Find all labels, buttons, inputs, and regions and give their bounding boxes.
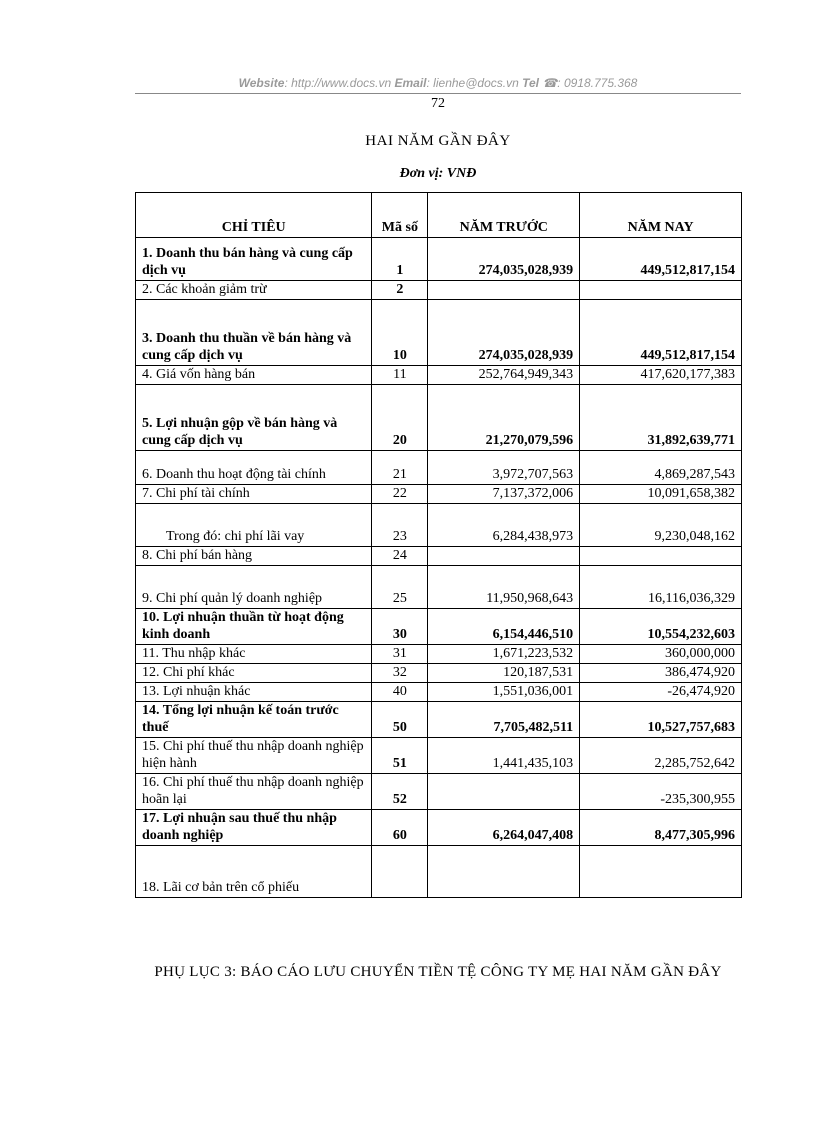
website-value: : http://www.docs.vn [284,76,392,90]
row-code: 11 [372,366,428,385]
row-current-year [580,846,742,898]
row-code: 30 [372,609,428,645]
row-label: 2. Các khoản giảm trừ [136,281,372,300]
row-prev-year: 21,270,079,596 [428,385,580,451]
row-label: 16. Chi phí thuế thu nhập doanh nghiệp hoãn lại [136,774,372,810]
table-row [136,810,742,846]
row-code: 60 [372,810,428,846]
row-code: 21 [372,451,428,485]
table-row [136,485,742,504]
row-code: 31 [372,645,428,664]
row-current-year: -26,474,920 [580,683,742,702]
row-label: 18. Lãi cơ bản trên cổ phiếu [136,846,372,898]
tel-label: Tel [522,76,539,90]
website-label: Website [238,76,285,90]
header-ma-so: Mã số [372,193,428,238]
income-statement-table [135,192,742,898]
header-divider [135,93,741,94]
row-prev-year: 6,284,438,973 [428,504,580,547]
table-row [136,664,742,683]
currency-unit: Đơn vị: VNĐ [399,166,477,181]
row-current-year: 16,116,036,329 [580,566,742,609]
row-prev-year [428,281,580,300]
row-label: 15. Chi phí thuế thu nhập doanh nghiệp hiện hành [136,738,372,774]
table-row [136,238,742,281]
row-prev-year: 120,187,531 [428,664,580,683]
row-code: 1 [372,238,428,281]
table-row [136,385,742,451]
row-label: 13. Lợi nhuận khác [136,683,372,702]
row-current-year: -235,300,955 [580,774,742,810]
row-label: 1. Doanh thu bán hàng và cung cấp dịch vụ [136,238,372,281]
row-prev-year: 6,264,047,408 [428,810,580,846]
row-prev-year: 7,705,482,511 [428,702,580,738]
table-row [136,702,742,738]
table-row [136,738,742,774]
header-chi-tieu: CHỈ TIÊU [136,193,372,238]
row-current-year: 10,091,658,382 [580,485,742,504]
row-code: 52 [372,774,428,810]
row-label: 8. Chi phí bán hàng [136,547,372,566]
row-label: 9. Chi phí quản lý doanh nghiệp [136,566,372,609]
row-code: 24 [372,547,428,566]
row-code: 40 [372,683,428,702]
row-code: 20 [372,385,428,451]
table-row [136,774,742,810]
row-label: 6. Doanh thu hoạt động tài chính [136,451,372,485]
row-label: 14. Tổng lợi nhuận kế toán trước thuế [136,702,372,738]
row-prev-year: 11,950,968,643 [428,566,580,609]
row-label: 4. Giá vốn hàng bán [136,366,372,385]
row-label: 11. Thu nhập khác [136,645,372,664]
header-nam-truoc: NĂM TRƯỚC [428,193,580,238]
row-code: 22 [372,485,428,504]
table-row [136,281,742,300]
row-code: 25 [372,566,428,609]
row-code: 23 [372,504,428,547]
row-prev-year: 1,671,223,532 [428,645,580,664]
table-row [136,846,742,898]
row-prev-year: 274,035,028,939 [428,300,580,366]
row-current-year: 9,230,048,162 [580,504,742,547]
table-row [136,300,742,366]
row-label: 7. Chi phí tài chính [136,485,372,504]
row-prev-year: 252,764,949,343 [428,366,580,385]
row-prev-year: 7,137,372,006 [428,485,580,504]
row-prev-year: 274,035,028,939 [428,238,580,281]
table-row [136,366,742,385]
row-code: 32 [372,664,428,683]
row-label: 3. Doanh thu thuần về bán hàng và cung cấp dịch vụ [136,300,372,366]
row-label: 5. Lợi nhuận gộp về bán hàng và cung cấp dịch vụ [136,385,372,451]
row-prev-year: 3,972,707,563 [428,451,580,485]
row-current-year: 449,512,817,154 [580,300,742,366]
row-current-year: 8,477,305,996 [580,810,742,846]
row-code: 50 [372,702,428,738]
row-current-year: 10,554,232,603 [580,609,742,645]
row-prev-year: 1,441,435,103 [428,738,580,774]
row-prev-year [428,774,580,810]
row-current-year: 2,285,752,642 [580,738,742,774]
row-current-year [580,547,742,566]
phone-icon: ☎ [539,76,558,90]
table-header-row [136,193,742,238]
row-current-year: 386,474,920 [580,664,742,683]
row-prev-year [428,547,580,566]
table-row [136,504,742,547]
table-row [136,547,742,566]
appendix-title: PHỤ LỤC 3: BÁO CÁO LƯU CHUYỂN TIỀN TỆ CÔNG TY MẸ HAI NĂM GẦN ĐÂY [154,964,722,980]
row-prev-year: 1,551,036,001 [428,683,580,702]
row-label: 10. Lợi nhuận thuần từ hoạt động kinh doanh [136,609,372,645]
row-code: 10 [372,300,428,366]
row-code: 51 [372,738,428,774]
table-row [136,683,742,702]
row-label: 17. Lợi nhuận sau thuế thu nhập doanh nghiệp [136,810,372,846]
page-header [135,76,741,90]
row-current-year: 4,869,287,543 [580,451,742,485]
row-current-year [580,281,742,300]
table-row [136,451,742,485]
row-label: 12. Chi phí khác [136,664,372,683]
row-current-year: 417,620,177,383 [580,366,742,385]
row-label: Trong đó: chi phí lãi vay [136,504,372,547]
table-row [136,566,742,609]
table-row [136,609,742,645]
tel-value: : 0918.775.368 [557,76,638,90]
table-row [136,645,742,664]
row-current-year: 31,892,639,771 [580,385,742,451]
email-label: Email [394,76,427,90]
row-current-year: 10,527,757,683 [580,702,742,738]
row-current-year: 449,512,817,154 [580,238,742,281]
row-current-year: 360,000,000 [580,645,742,664]
email-value: : lienhe@docs.vn [426,76,519,90]
row-code: 2 [372,281,428,300]
page-number: 72 [431,96,445,111]
row-code [372,846,428,898]
row-prev-year: 6,154,446,510 [428,609,580,645]
row-prev-year [428,846,580,898]
header-nam-nay: NĂM NAY [580,193,742,238]
section-title: HAI NĂM GẦN ĐÂY [365,133,511,149]
